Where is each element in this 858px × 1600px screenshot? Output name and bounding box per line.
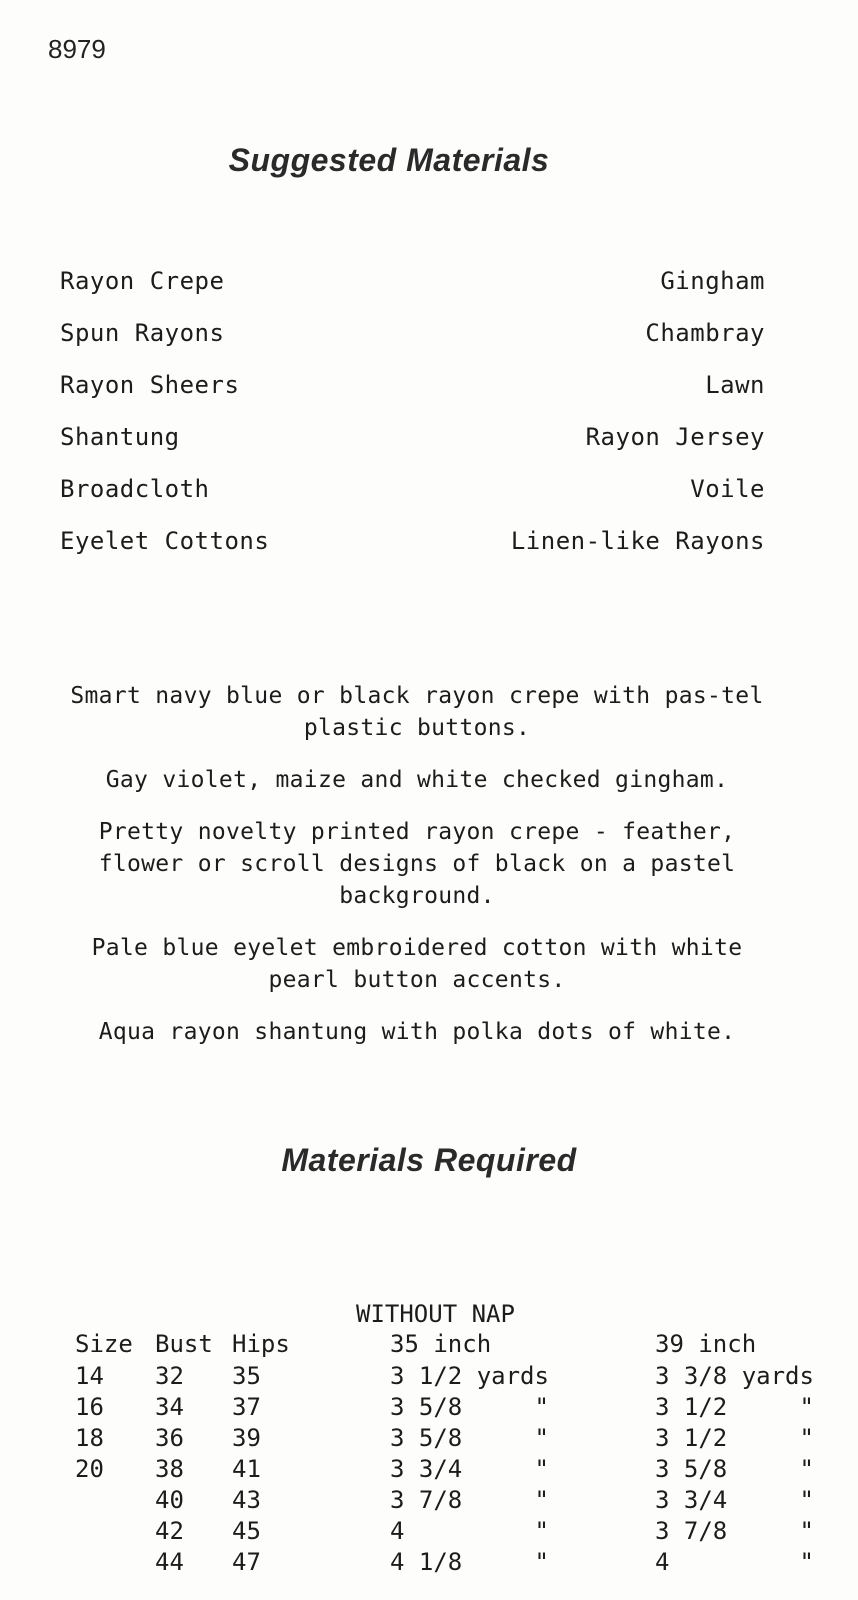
cell-39-inch: 3 1/2 " bbox=[655, 1424, 814, 1452]
fabric-suggestions bbox=[62, 680, 772, 1068]
material-right: Voile bbox=[690, 475, 765, 503]
page-number: 8979 bbox=[48, 34, 106, 64]
material-left: Spun Rayons bbox=[60, 319, 225, 347]
cell-size: 20 bbox=[75, 1455, 104, 1483]
cell-39-inch: 3 3/4 " bbox=[655, 1486, 814, 1514]
cell-hips: 37 bbox=[232, 1393, 261, 1421]
cell-hips: 47 bbox=[232, 1548, 261, 1576]
cell-35-inch: 3 5/8 " bbox=[390, 1424, 549, 1452]
suggestion-paragraph: Gay violet, maize and white checked gingham. bbox=[105, 767, 729, 793]
cell-35-inch: 3 5/8 " bbox=[390, 1393, 549, 1421]
suggestion-paragraph: Pretty novelty printed rayon crepe - feather, flower or scroll designs of black on a pastel background. bbox=[98, 819, 736, 909]
material-left: Rayon Sheers bbox=[60, 371, 240, 399]
cell-bust: 40 bbox=[155, 1486, 184, 1514]
material-row bbox=[60, 307, 765, 359]
material-left: Broadcloth bbox=[60, 475, 210, 503]
header-35-inch: 35 inch bbox=[390, 1330, 492, 1358]
cell-35-inch: 3 3/4 " bbox=[390, 1455, 549, 1483]
header-39-inch: 39 inch bbox=[655, 1330, 757, 1358]
cell-hips: 45 bbox=[232, 1517, 261, 1545]
material-row bbox=[60, 359, 765, 411]
cell-hips: 41 bbox=[232, 1455, 261, 1483]
cell-39-inch: 3 3/8 yards bbox=[655, 1362, 814, 1390]
cell-bust: 34 bbox=[155, 1393, 184, 1421]
cell-hips: 35 bbox=[232, 1362, 261, 1390]
material-row bbox=[60, 463, 765, 515]
cell-bust: 32 bbox=[155, 1362, 184, 1390]
material-right: Lawn bbox=[705, 371, 765, 399]
materials-required-heading: Materials Required bbox=[281, 1142, 577, 1178]
suggestion-paragraph: Pale blue eyelet embroidered cotton with white pearl button accents. bbox=[91, 935, 743, 993]
cell-35-inch: 3 1/2 yards bbox=[390, 1362, 549, 1390]
header-hips: Hips bbox=[232, 1330, 290, 1358]
cell-bust: 42 bbox=[155, 1517, 184, 1545]
cell-bust: 44 bbox=[155, 1548, 184, 1576]
material-right: Linen-like Rayons bbox=[510, 527, 765, 555]
material-row bbox=[60, 255, 765, 307]
cell-35-inch: 4 " bbox=[390, 1517, 549, 1545]
cell-hips: 39 bbox=[232, 1424, 261, 1452]
material-right: Chambray bbox=[645, 319, 765, 347]
material-right: Rayon Jersey bbox=[585, 423, 765, 451]
cell-39-inch: 3 1/2 " bbox=[655, 1393, 814, 1421]
cell-size: 18 bbox=[75, 1424, 104, 1452]
material-right: Gingham bbox=[660, 267, 765, 295]
cell-35-inch: 4 1/8 " bbox=[390, 1548, 549, 1576]
material-row bbox=[60, 515, 765, 567]
material-left: Shantung bbox=[60, 423, 180, 451]
header-bust: Bust bbox=[155, 1330, 213, 1358]
cell-35-inch: 3 7/8 " bbox=[390, 1486, 549, 1514]
suggestion-paragraph: Smart navy blue or black rayon crepe with pas-tel plastic buttons. bbox=[70, 683, 764, 741]
without-nap-label: WITHOUT NAP bbox=[356, 1300, 515, 1328]
cell-bust: 36 bbox=[155, 1424, 184, 1452]
cell-39-inch: 3 7/8 " bbox=[655, 1517, 814, 1545]
cell-39-inch: 3 5/8 " bbox=[655, 1455, 814, 1483]
material-row bbox=[60, 411, 765, 463]
cell-bust: 38 bbox=[155, 1455, 184, 1483]
header-size: Size bbox=[75, 1330, 133, 1358]
yardage-table bbox=[0, 1300, 858, 1590]
material-left: Eyelet Cottons bbox=[60, 527, 270, 555]
cell-hips: 43 bbox=[232, 1486, 261, 1514]
suggested-materials-list bbox=[60, 255, 765, 567]
suggestion-paragraph: Aqua rayon shantung with polka dots of white. bbox=[98, 1019, 736, 1045]
material-left: Rayon Crepe bbox=[60, 267, 225, 295]
cell-39-inch: 4 " bbox=[655, 1548, 814, 1576]
cell-size: 16 bbox=[75, 1393, 104, 1421]
cell-size: 14 bbox=[75, 1362, 104, 1390]
suggested-materials-heading: Suggested Materials bbox=[228, 142, 550, 178]
